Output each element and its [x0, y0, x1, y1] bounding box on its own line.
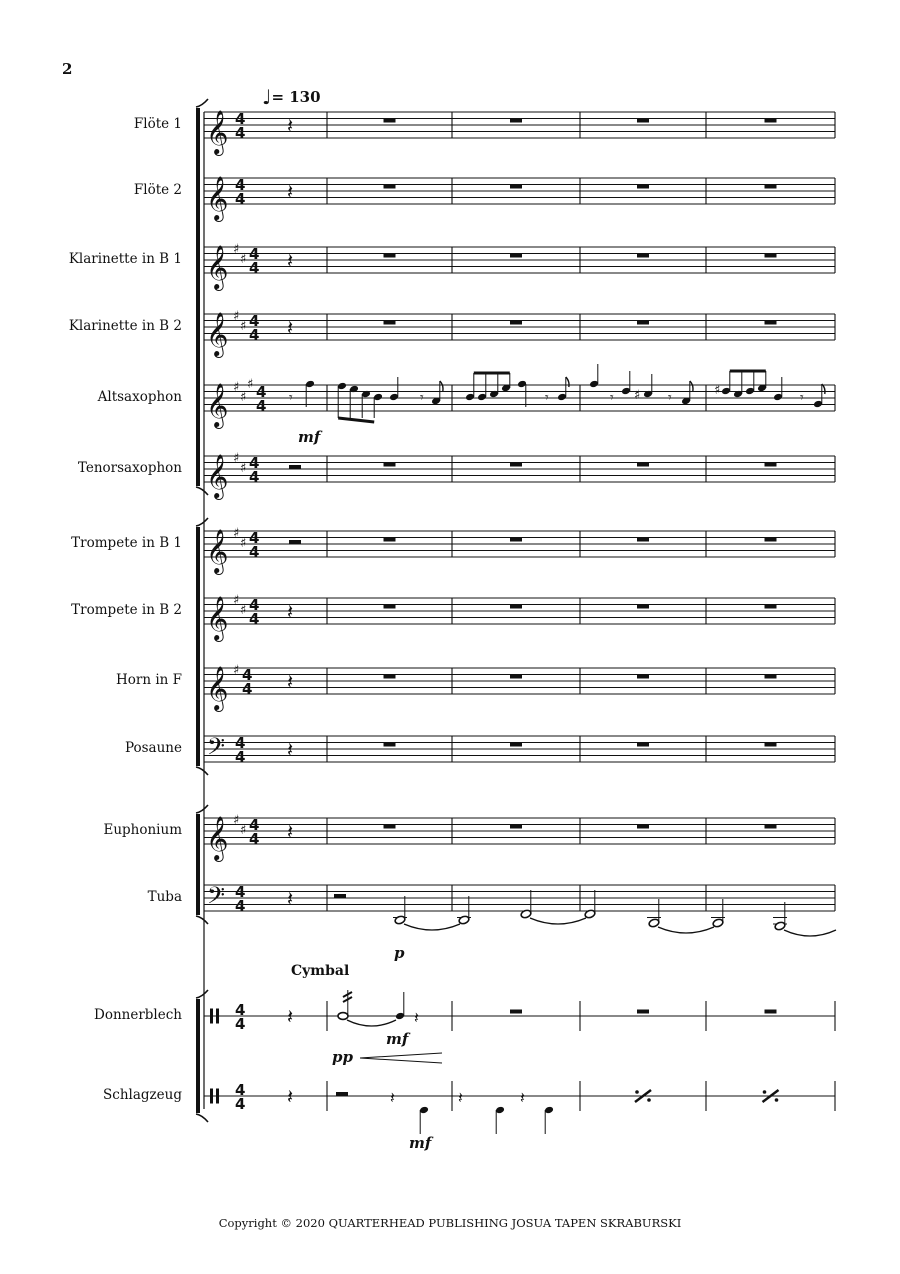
staff — [204, 385, 835, 411]
eighth-rest-icon: 𝄾 — [800, 390, 804, 406]
whole-rest-icon — [765, 743, 777, 747]
whole-rest-icon — [384, 605, 396, 609]
whole-rest-icon — [384, 743, 396, 747]
sharp-icon: ♯ — [714, 383, 721, 398]
sharp-icon: ♯ — [240, 318, 247, 334]
time-signature-numerator: 4 — [242, 666, 253, 684]
whole-rest-icon — [765, 675, 777, 679]
measure-repeat-dot — [647, 1098, 651, 1102]
bracket-hook-top — [196, 518, 208, 526]
whole-rest-icon — [384, 321, 396, 325]
staff-label: Klarinette in B 2 — [68, 318, 182, 334]
staff — [204, 314, 835, 340]
whole-rest-icon — [637, 185, 649, 189]
percussion-clef-icon — [216, 1089, 219, 1104]
whole-rest-icon — [510, 463, 522, 467]
whole-rest-icon — [510, 185, 522, 189]
cymbal-label: Cymbal — [291, 963, 350, 979]
staff — [204, 247, 835, 273]
time-signature-numerator: 4 — [235, 734, 246, 752]
bracket-hook-top — [196, 990, 208, 998]
crescendo-hairpin — [360, 1053, 442, 1063]
staff-label: Posaune — [124, 740, 182, 756]
whole-rest-icon — [765, 538, 777, 542]
quarter-rest-icon: 𝄽 — [287, 599, 294, 624]
sharp-icon: ♯ — [233, 593, 240, 608]
whole-rest-icon — [510, 605, 522, 609]
percussion-clef-icon — [210, 1009, 213, 1024]
staff-label: Schlagzeug — [103, 1087, 182, 1103]
quarter-rest-icon: 𝄽 — [287, 886, 294, 911]
half-note-head — [394, 915, 406, 925]
sharp-icon: ♯ — [233, 242, 240, 257]
whole-rest-icon — [637, 254, 649, 258]
whole-rest-icon — [637, 321, 649, 325]
whole-rest-icon — [765, 185, 777, 189]
sharp-icon: ♯ — [240, 822, 247, 838]
whole-rest-icon — [637, 605, 649, 609]
staff — [204, 112, 835, 138]
bracket-hook-bottom — [196, 1114, 208, 1122]
treble-clef-icon: 𝄞 — [206, 816, 229, 860]
time-signature-numerator: 4 — [235, 176, 246, 194]
whole-rest-icon — [384, 185, 396, 189]
half-rest-icon — [289, 465, 301, 469]
eighth-rest-icon: 𝄾 — [610, 390, 614, 406]
half-rest-icon — [334, 894, 346, 898]
staff-label: Tenorsaxophon — [77, 460, 182, 476]
tuba-dynamic: p — [394, 944, 405, 962]
whole-rest-icon — [637, 1010, 649, 1014]
cymbal-end-dynamic: mf — [386, 1030, 409, 1048]
sharp-icon: ♯ — [233, 309, 240, 324]
half-note-head — [774, 921, 786, 931]
whole-rest-icon — [637, 743, 649, 747]
eighth-rest-icon: 𝄾 — [420, 390, 424, 406]
treble-clef-icon: 𝄞 — [206, 176, 229, 220]
tie — [347, 1020, 396, 1026]
sharp-icon: ♯ — [240, 535, 247, 551]
sharp-icon: ♯ — [240, 251, 247, 267]
time-signature-denominator: 4 — [249, 326, 260, 344]
whole-rest-icon — [384, 825, 396, 829]
time-signature-denominator: 4 — [249, 830, 260, 848]
quarter-rest-icon: 𝄽 — [520, 1088, 525, 1107]
time-signature-denominator: 4 — [249, 610, 260, 628]
half-note-head — [338, 1013, 348, 1020]
time-signature-numerator: 4 — [256, 383, 267, 401]
time-signature-denominator: 4 — [235, 748, 246, 766]
whole-rest-icon — [765, 463, 777, 467]
time-signature-numerator: 4 — [249, 454, 260, 472]
quarter-rest-icon: 𝄽 — [287, 1084, 294, 1109]
whole-rest-icon — [510, 119, 522, 123]
half-note-head — [648, 918, 660, 928]
staff — [204, 531, 835, 557]
treble-clef-icon: 𝄞 — [206, 110, 229, 154]
whole-rest-icon — [765, 254, 777, 258]
copyright-notice: Copyright © 2020 QUARTERHEAD PUBLISHING JOSUA TAPEN SKRABURSKI — [218, 1216, 682, 1230]
time-signature-numerator: 4 — [249, 596, 260, 614]
treble-clef-icon: 𝄞 — [206, 312, 229, 356]
alto-sax-dynamic: mf — [298, 428, 321, 446]
note-beam — [338, 418, 374, 422]
treble-clef-icon: 𝄞 — [206, 245, 229, 289]
measure-repeat-dot — [763, 1090, 767, 1094]
quarter-rest-icon: 𝄽 — [287, 248, 294, 273]
measure-repeat-dot — [635, 1090, 639, 1094]
quarter-rest-icon: 𝄽 — [287, 669, 294, 694]
time-signature-numerator: 4 — [235, 1001, 246, 1019]
drum-dynamic: mf — [409, 1134, 432, 1152]
staff — [204, 818, 835, 844]
bracket-hook-top — [196, 805, 208, 813]
eighth-rest-icon: 𝄾 — [545, 390, 549, 406]
whole-rest-icon — [510, 1010, 522, 1014]
quarter-rest-icon: 𝄽 — [287, 737, 294, 762]
cymbal-start-dynamic: pp — [332, 1048, 353, 1066]
time-signature-numerator: 4 — [249, 816, 260, 834]
time-signature-denominator: 4 — [249, 543, 260, 561]
sharp-icon: ♯ — [247, 376, 254, 392]
quarter-rest-icon: 𝄽 — [458, 1088, 463, 1107]
time-signature-denominator: 4 — [235, 897, 246, 915]
time-signature-numerator: 4 — [235, 883, 246, 901]
whole-rest-icon — [384, 675, 396, 679]
treble-clef-icon: 𝄞 — [206, 596, 229, 640]
time-signature-numerator: 4 — [235, 110, 246, 128]
time-signature-denominator: 4 — [249, 259, 260, 277]
sharp-icon: ♯ — [240, 389, 247, 405]
whole-rest-icon — [384, 254, 396, 258]
sharp-icon: ♯ — [240, 602, 247, 618]
whole-rest-icon — [384, 463, 396, 467]
staff — [204, 456, 835, 482]
whole-rest-icon — [765, 1010, 777, 1014]
whole-rest-icon — [765, 825, 777, 829]
staff-label: Euphonium — [103, 822, 182, 838]
time-signature-denominator: 4 — [235, 1015, 246, 1033]
time-signature-numerator: 4 — [249, 312, 260, 330]
eighth-rest-icon: 𝄾 — [289, 390, 293, 406]
treble-clef-icon: 𝄞 — [206, 666, 229, 710]
sharp-icon: ♯ — [233, 526, 240, 541]
time-signature-denominator: 4 — [235, 124, 246, 142]
page-number: 2 — [62, 60, 73, 78]
staff-label: Horn in F — [115, 672, 182, 688]
half-note-head — [712, 918, 724, 928]
whole-rest-icon — [510, 743, 522, 747]
tie — [404, 924, 460, 930]
whole-rest-icon — [637, 119, 649, 123]
staff-label: Donnerblech — [94, 1007, 182, 1023]
whole-rest-icon — [384, 119, 396, 123]
whole-rest-icon — [510, 675, 522, 679]
time-signature-denominator: 4 — [242, 680, 253, 698]
bass-clef-icon: 𝄢 — [207, 881, 226, 915]
staff — [204, 885, 835, 911]
tie — [784, 930, 836, 936]
percussion-clef-icon — [210, 1089, 213, 1104]
sharp-icon: ♯ — [233, 663, 240, 678]
treble-clef-icon: 𝄞 — [206, 383, 229, 427]
treble-clef-icon: 𝄞 — [206, 529, 229, 573]
measure-repeat-dot — [775, 1098, 779, 1102]
quarter-rest-icon: 𝄽 — [390, 1088, 395, 1107]
tie — [530, 918, 586, 924]
whole-rest-icon — [384, 538, 396, 542]
staff — [204, 178, 835, 204]
percussion-clef-icon — [216, 1009, 219, 1024]
bracket-hook-bottom — [196, 916, 208, 924]
treble-clef-icon: 𝄞 — [206, 454, 229, 498]
whole-rest-icon — [637, 825, 649, 829]
whole-rest-icon — [765, 119, 777, 123]
time-signature-numerator: 4 — [235, 1081, 246, 1099]
quarter-rest-icon: 𝄽 — [287, 113, 294, 138]
tie — [658, 927, 714, 933]
quarter-rest-icon: 𝄽 — [287, 1004, 294, 1029]
whole-rest-icon — [510, 321, 522, 325]
whole-rest-icon — [765, 605, 777, 609]
staff — [204, 736, 835, 762]
staff-label: Flöte 2 — [133, 182, 182, 198]
staff-label: Trompete in B 2 — [71, 602, 182, 618]
quarter-rest-icon: 𝄽 — [287, 315, 294, 340]
staff-label: Trompete in B 1 — [71, 535, 182, 551]
half-rest-icon — [289, 540, 301, 544]
bracket-hook-top — [196, 99, 208, 107]
eighth-rest-icon: 𝄾 — [668, 390, 672, 406]
staff-label: Altsaxophon — [97, 389, 182, 405]
time-signature-denominator: 4 — [235, 190, 246, 208]
sharp-icon: ♯ — [233, 451, 240, 466]
staff — [204, 1001, 835, 1031]
sharp-icon: ♯ — [634, 388, 641, 403]
quarter-rest-icon: 𝄽 — [287, 179, 294, 204]
quarter-rest-icon: 𝄽 — [287, 819, 294, 844]
whole-rest-icon — [510, 825, 522, 829]
staff-label: Klarinette in B 1 — [68, 251, 182, 267]
staff-label: Tuba — [147, 889, 182, 905]
whole-rest-icon — [637, 675, 649, 679]
bracket-hook-bottom — [196, 767, 208, 775]
quarter-note-icon: ♩ — [262, 85, 272, 109]
staff — [204, 598, 835, 624]
whole-rest-icon — [510, 538, 522, 542]
sharp-icon: ♯ — [240, 460, 247, 476]
time-signature-denominator: 4 — [249, 468, 260, 486]
time-signature-numerator: 4 — [249, 245, 260, 263]
half-rest-icon — [336, 1092, 348, 1096]
whole-rest-icon — [510, 254, 522, 258]
whole-rest-icon — [765, 321, 777, 325]
time-signature-denominator: 4 — [235, 1095, 246, 1113]
quarter-rest-icon: 𝄽 — [414, 1008, 419, 1027]
staff-label: Flöte 1 — [133, 116, 182, 132]
sharp-icon: ♯ — [233, 380, 240, 395]
time-signature-denominator: 4 — [256, 397, 267, 415]
time-signature-numerator: 4 — [249, 529, 260, 547]
staff — [204, 668, 835, 694]
whole-rest-icon — [637, 538, 649, 542]
tempo-value: = 130 — [271, 88, 321, 106]
bass-clef-icon: 𝄢 — [207, 732, 226, 766]
sharp-icon: ♯ — [233, 813, 240, 828]
whole-rest-icon — [637, 463, 649, 467]
half-note-head — [458, 915, 470, 925]
